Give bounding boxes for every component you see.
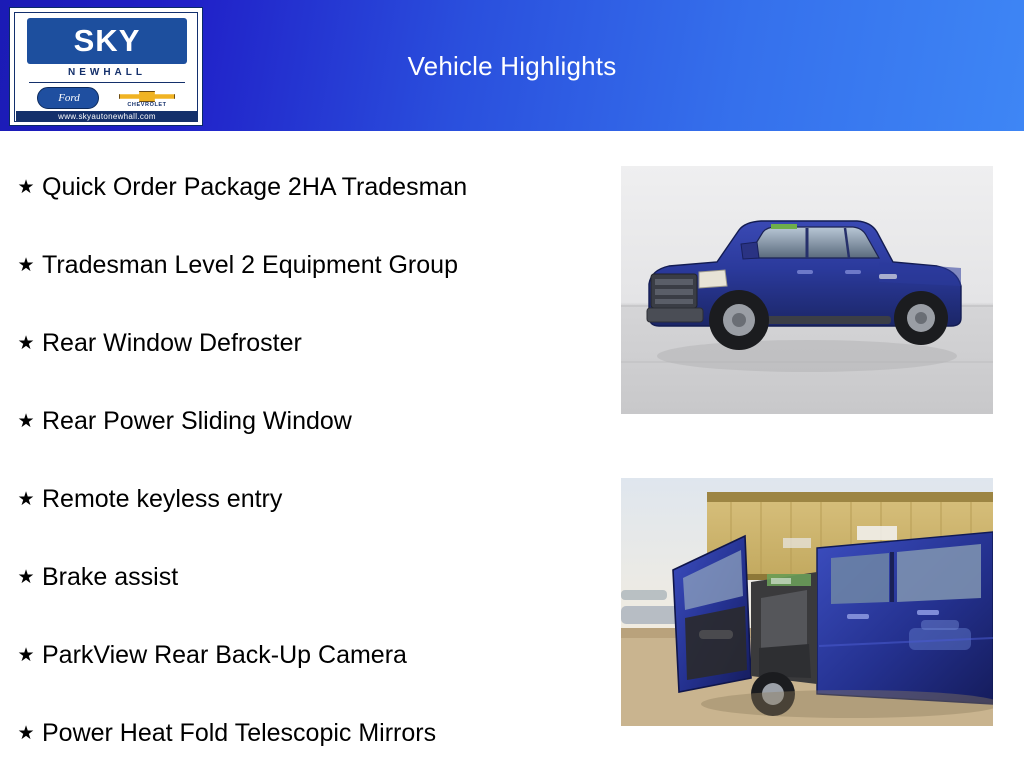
- logo-url-text: www.skyautonewhall.com: [58, 112, 156, 121]
- logo-brand-text: SKY: [73, 23, 141, 58]
- star-bullet-icon: ★: [17, 176, 35, 198]
- ford-oval-icon: [37, 87, 99, 109]
- feature-label: Tradesman Level 2 Equipment Group: [42, 251, 458, 279]
- star-bullet-icon: ★: [17, 254, 35, 276]
- logo-sky-badge: [27, 18, 187, 64]
- feature-label: Rear Power Sliding Window: [42, 407, 352, 435]
- feature-label: Power Heat Fold Telescopic Mirrors: [42, 719, 437, 747]
- list-item: [10, 538, 600, 616]
- feature-label: Rear Window Defroster: [42, 329, 302, 357]
- logo-chevrolet-text: CHEVROLET: [127, 102, 167, 108]
- list-item: [10, 148, 600, 226]
- list-item: [10, 460, 600, 538]
- star-bullet-icon: ★: [17, 332, 35, 354]
- star-bullet-icon: ★: [17, 722, 35, 744]
- star-bullet-icon: ★: [17, 410, 35, 432]
- logo-ford-text: Ford: [58, 92, 80, 104]
- star-bullet-icon: ★: [17, 566, 35, 588]
- star-bullet-icon: ★: [17, 488, 35, 510]
- page-title: Vehicle Highlights: [407, 51, 617, 81]
- list-item: [10, 382, 600, 460]
- feature-label: ParkView Rear Back-Up Camera: [42, 641, 407, 669]
- logo-location-text: NEWHALL: [68, 67, 146, 78]
- feature-label: Brake assist: [42, 563, 179, 591]
- logo-url-bar: [16, 111, 198, 122]
- vehicle-photo-exterior: [621, 166, 993, 414]
- chevrolet-bowtie-icon: [115, 89, 179, 109]
- list-item: [10, 616, 600, 694]
- bowtie-shape: [119, 91, 175, 102]
- list-item: [10, 694, 600, 768]
- dealer-logo: [9, 7, 203, 126]
- vehicle-photo-interior-door-open: [621, 478, 993, 726]
- logo-divider: [29, 82, 185, 83]
- list-item: [10, 304, 600, 382]
- feature-label: Remote keyless entry: [42, 485, 283, 513]
- feature-list: [10, 148, 600, 768]
- list-item: [10, 226, 600, 304]
- star-bullet-icon: ★: [17, 644, 35, 666]
- dealer-logo-frame: [14, 12, 198, 122]
- vehicle-photo-exterior-graphic: [621, 166, 993, 414]
- feature-label: Quick Order Package 2HA Tradesman: [42, 173, 468, 201]
- vehicle-photo-interior-graphic: [621, 478, 993, 726]
